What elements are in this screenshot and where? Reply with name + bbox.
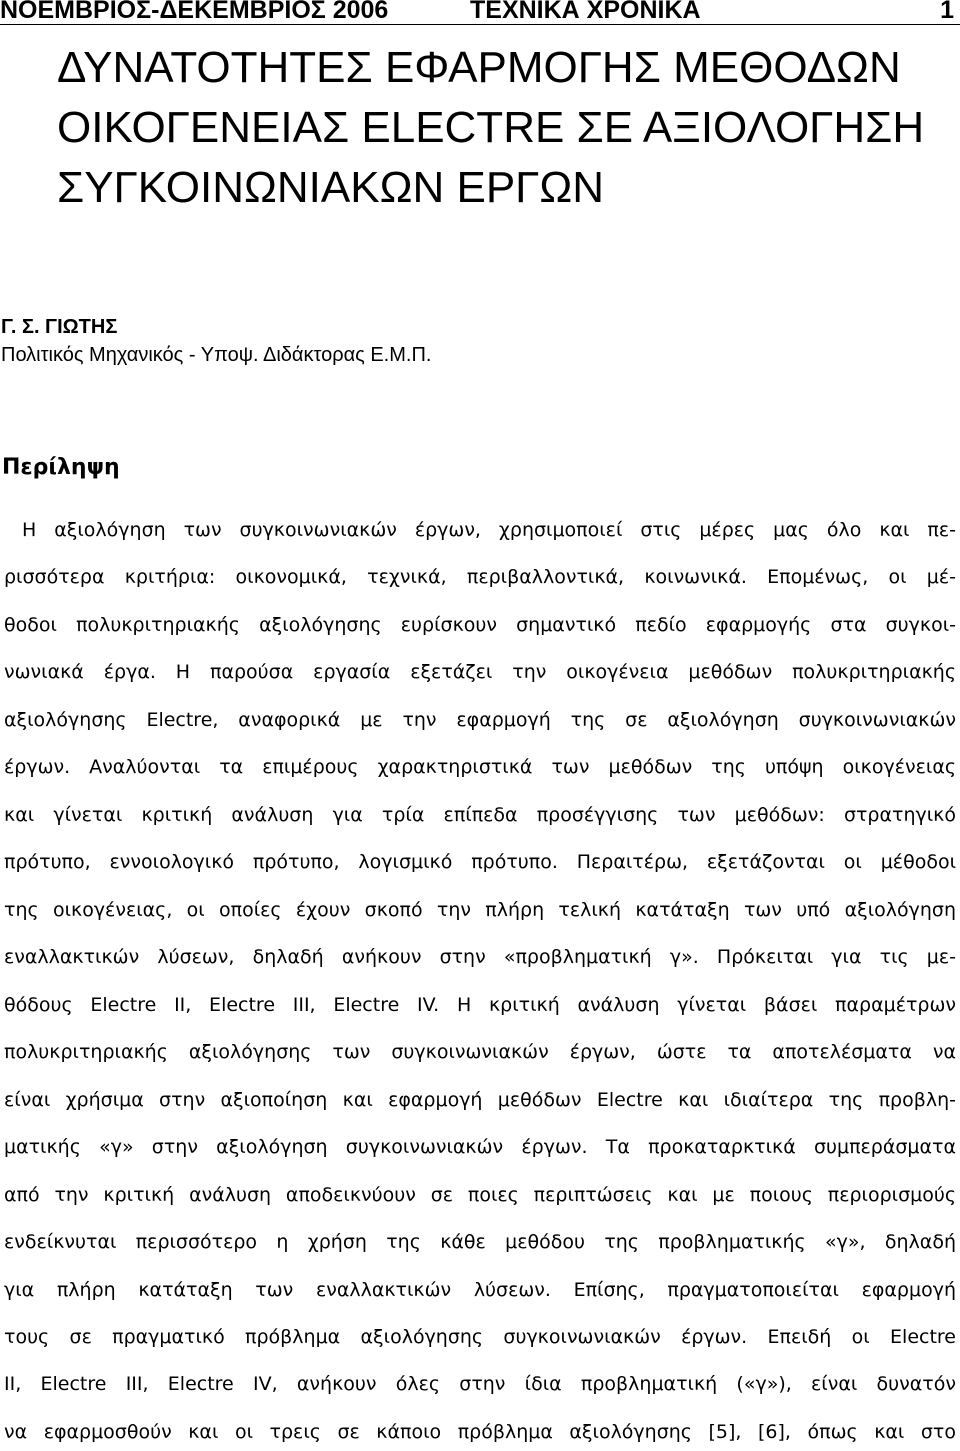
- abstract-line: II, Electre III, Electre IV, ανήκουν όλες στην ίδια προβληματική («γ»), είναι δυνατόν: [4, 1373, 956, 1396]
- abstract-line: για πλήρη κατάταξη των εναλλακτικών λύσεων. Επίσης, πραγματοποιείται εφαρμογή: [4, 1278, 956, 1301]
- abstract-line: θόδους Electre II, Electre III, Electre IV. Η κριτική ανάλυση γίνεται βάσει παραμέτρων: [4, 993, 956, 1016]
- author-affiliation: Πολιτικός Μηχανικός - Υποψ. Διδάκτορας Ε.Μ.Π.: [1, 344, 432, 366]
- header-page-number: 1: [940, 0, 954, 24]
- paper-title-line: ΟΙΚΟΓΕΝΕΙΑΣ ELECTRE ΣΕ ΑΞΙΟΛΟΓΗΣΗ: [57, 103, 925, 152]
- abstract-line: αξιολόγησης Electre, αναφορικά με την εφαρμογή της σε αξιολόγηση συγκοινωνιακών: [4, 708, 956, 731]
- author-name: Γ. Σ. ΓΙΩΤΗΣ: [1, 316, 118, 338]
- abstract-line: της οικογένειας, οι οποίες έχουν σκοπό την πλήρη τελική κατάταξη των υπό αξιολόγηση: [4, 898, 956, 921]
- author-block: [1, 313, 701, 369]
- header-journal-name: ΤΕΧΝΙΚΑ ΧΡΟΝΙΚΑ: [470, 0, 701, 24]
- paper-title-line: ΣΥΓΚΟΙΝΩΝΙΑΚΩΝ ΕΡΓΩΝ: [57, 163, 605, 212]
- abstract-heading: Περίληψη: [2, 455, 120, 480]
- abstract-body: [4, 515, 956, 1447]
- abstract-line: από την κριτική ανάλυση αποδεικνύουν σε ποιες περιπτώσεις και με ποιους περιορισμούς: [4, 1183, 956, 1206]
- paper-title: [57, 38, 947, 218]
- abstract-line: έργων. Αναλύονται τα επιμέρους χαρακτηριστικά των μεθόδων της υπόψη οικογένειας: [4, 756, 956, 779]
- abstract-line: θοδοι πολυκριτηριακής αξιολόγησης ευρίσκουν σημαντικό πεδίο εφαρμογής στα συγκοι-: [4, 613, 956, 636]
- abstract-line: νωνιακά έργα. Η παρούσα εργασία εξετάζει την οικογένεια μεθόδων πολυκριτηριακής: [4, 661, 956, 684]
- running-header: [0, 0, 960, 24]
- header-issue-date: ΝΟΕΜΒΡΙΟΣ-ΔΕΚΕΜΒΡΙΟΣ 2006: [0, 0, 389, 24]
- abstract-line: είναι χρήσιμα στην αξιοποίηση και εφαρμογή μεθόδων Electre και ιδιαίτερα της προβλη-: [4, 1088, 956, 1111]
- abstract-line: εναλλακτικών λύσεων, δηλαδή ανήκουν στην «προβληματική γ». Πρόκειται για τις με-: [4, 946, 956, 969]
- abstract-line: Η αξιολόγηση των συγκοινωνιακών έργων, χρησιμοποιεί στις μέρες μας όλο και πε-: [22, 519, 956, 541]
- abstract-line: να εφαρμοσθούν και οι τρεις σε κάποιο πρόβλημα αξιολόγησης [5], [6], όπως και στο: [4, 1420, 956, 1443]
- abstract-line: πρότυπο, εννοιολογικό πρότυπο, λογισμικό πρότυπο. Περαιτέρω, εξετάζονται οι μέθοδοι: [4, 851, 956, 874]
- abstract-line: και γίνεται κριτική ανάλυση για τρία επίπεδα προσέγγισης των μεθόδων: στρατηγικό: [4, 803, 956, 826]
- header-rule: [0, 24, 960, 25]
- abstract-line: ενδείκνυται περισσότερο η χρήση της κάθε μεθόδου της προβληματικής «γ», δηλαδή: [4, 1231, 956, 1254]
- abstract-line: ρισσότερα κριτήρια: οικονομικά, τεχνικά, περιβαλλοντικά, κοινωνικά. Επομένως, οι μέ-: [4, 566, 956, 589]
- abstract-line: ματικής «γ» στην αξιολόγηση συγκοινωνιακών έργων. Τα προκαταρκτικά συμπεράσματα: [4, 1136, 956, 1159]
- abstract-line: πολυκριτηριακής αξιολόγησης των συγκοινωνιακών έργων, ώστε τα αποτελέσματα να: [4, 1041, 956, 1064]
- paper-title-line: ΔΥΝΑΤΟΤΗΤΕΣ ΕΦΑΡΜΟΓΗΣ ΜΕΘΟΔΩΝ: [57, 43, 901, 92]
- abstract-line: τους σε πραγματικό πρόβλημα αξιολόγησης συγκοινωνιακών έργων. Επειδή οι Electre: [4, 1325, 956, 1348]
